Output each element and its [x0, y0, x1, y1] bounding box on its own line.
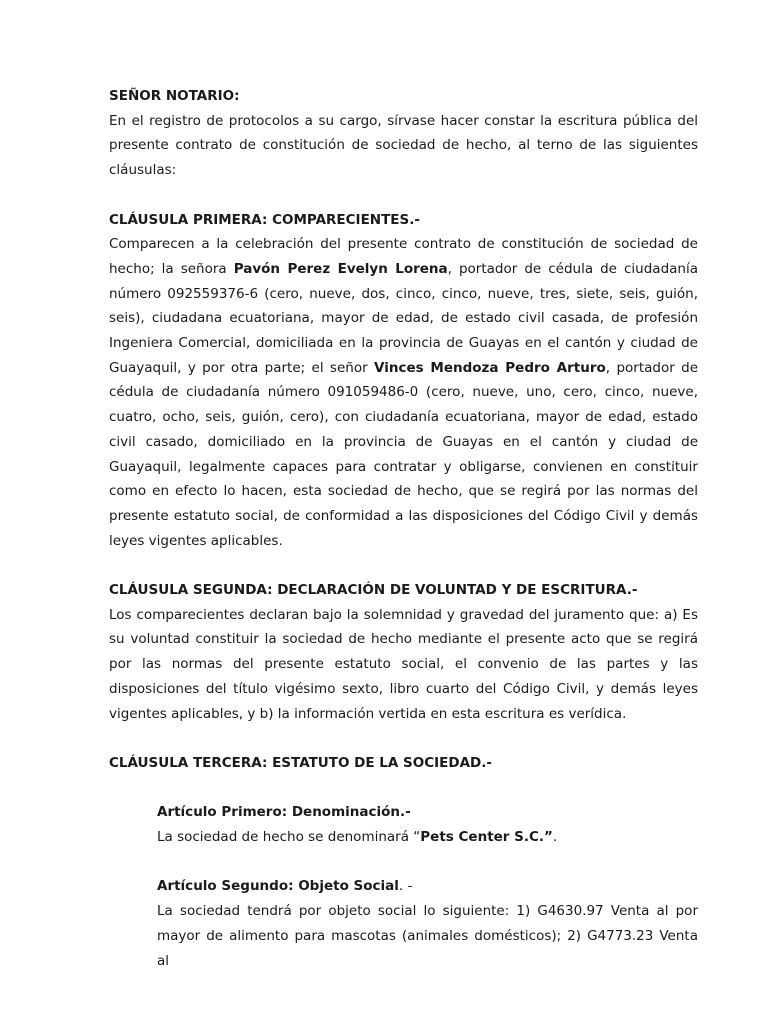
clause2-paragraph: Los comparecientes declaran bajo la solemnidad y gravedad del juramento que: a) Es su voluntad constituir la sociedad de hecho mediante el presente acto que se regirá por las normas del presente estatuto social, el convenio de las partes y las disposiciones del título vigésimo sexto, libro cuarto del Código Civil, y demás leyes vigentes aplicables, y b) la información vertida en esta escritura es verídica.	[109, 606, 698, 722]
clause2-heading: CLÁUSULA SEGUNDA: DECLARACIÓN DE VOLUNTAD Y DE ESCRITURA.-	[109, 582, 638, 599]
intro-paragraph: En el registro de protocolos a su cargo, sírvase hacer constar la escritura pública del presente contrato de constitución de sociedad de hecho, al terno de las siguientes cláusulas:	[109, 112, 698, 179]
greeting-heading: SEÑOR NOTARIO:	[109, 88, 240, 104]
company-name: Pets Center S.C.”	[420, 829, 553, 846]
document-page	[109, 84, 698, 973]
article1-paragraph: La sociedad de hecho se denominará “Pets Center S.C.”.	[157, 829, 558, 846]
clause3-heading: CLÁUSULA TERCERA: ESTATUTO DE LA SOCIEDAD.-	[109, 754, 492, 771]
appearer2-name: Vinces Mendoza Pedro Arturo	[374, 359, 606, 376]
article1-heading: Artículo Primero: Denominación.-	[157, 804, 411, 821]
article1-block	[157, 800, 698, 849]
article2-paragraph: La sociedad tendrá por objeto social lo siguiente: 1) G4630.97 Venta al por mayor de alimento para mascotas (animales domésticos); 2) G4773.23 Venta al	[157, 903, 698, 969]
article2-heading: Artículo Segundo: Objeto Social. -	[157, 878, 413, 895]
clause1-heading: CLÁUSULA PRIMERA: COMPARECIENTES.-	[109, 211, 420, 228]
appearer1-name: Pavón Perez Evelyn Lorena	[233, 260, 448, 277]
clause1-paragraph: Comparecen a la celebración del presente contrato de constitución de sociedad de hecho; la señora Pavón Perez Evelyn Lorena, portador de cédula de ciudadanía número 092559376-6 (cero, nueve, dos, cinco, cinco, nueve, tres, siete, seis, guión, seis), ciudadana ecuatoriana, mayor de edad, de estado civil casada, de profesión Ingeniera Comercial, domiciliada en la provincia de Guayas en el cantón y ciudad de Guayaquil, y por otra parte; el señor Vinces Mendoza Pedro Arturo, portador de cédula de ciudadanía número 091059486-0 (cero, nueve, uno, cero, cinco, nueve, cuatro, ocho, seis, guión, cero), con ciudadanía ecuatoriana, mayor de edad, estado civil casado, domiciliado en la provincia de Guayas en el cantón y ciudad de Guayaquil, legalmente capaces para contratar y obligarse, convienen en constituir como en efecto lo hacen, esta sociedad de hecho, que se regirá por las normas del presente estatuto social, de conformidad a las disposiciones del Código Civil y demás leyes vigentes aplicables.	[109, 236, 698, 549]
article2-block	[157, 874, 698, 973]
